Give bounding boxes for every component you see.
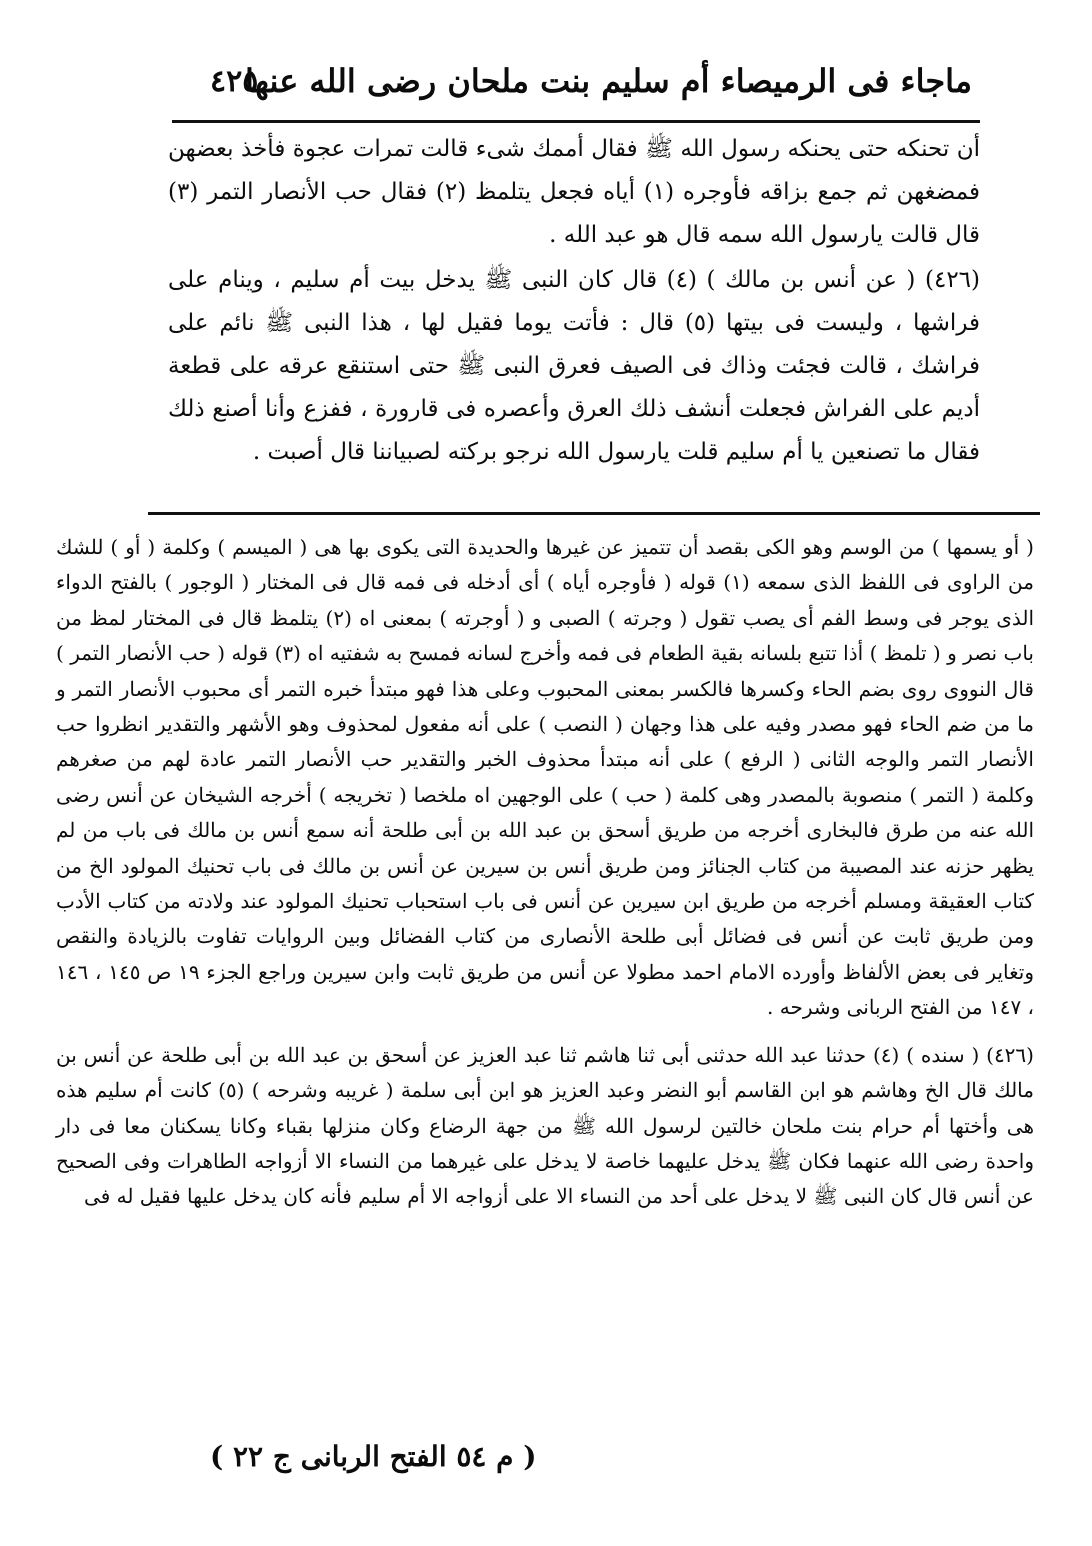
- page-number: ٤٢٥: [210, 64, 259, 99]
- header-divider: [172, 120, 980, 123]
- page-header: [170, 62, 972, 118]
- footnote-paragraph-sanad: (٤٢٦) ( سنده ) (٤) حدثنا عبد الله حدثنى أبى ثنا هاشم ثنا عبد العزيز عن أسحق بن عبد الله بن أبى طلحة عن أنس بن مالك قال الخ وهاشم هو ابن القاسم أبو النضر وعبد العزيز هو ابن أبى سلمة ( غريبه وشرحه ) (٥) كانت أم سليم هذه هى وأختها أم حرام بنت ملحان خالتين لرسول الله ﷺ من جهة الرضاع وكان منزلها بقباء وكانا يسكنان معا فى دار واحدة رضى الله عنهما فكان ﷺ يدخل عليهما خاصة لا يدخل على غيرهما من النساء الا أزواجه الطاهرات وفى الصحيح عن أنس قال كان النبى ﷺ لا يدخل على أحد من النساء الا على أزواجه الا أم سليم فأنه كان يدخل عليها فقيل له فى: [56, 1042, 1034, 1209]
- running-title: ماجاء فى الرميصاء أم سليم بنت ملحان رضى الله عنها: [245, 62, 972, 100]
- footnotes: [56, 530, 1034, 1215]
- printer-signature: ( م ٥٤ الفتح الربانى ج ٢٢ ): [210, 1440, 537, 1473]
- main-text: [168, 128, 980, 474]
- hadith-paragraph: (٤٢٦) ( عن أنس بن مالك ) (٤) قال كان النبى ﷺ يدخل بيت أم سليم ، وينام على فراشها ، وليست فى بيتها (٥) قال : فأتت يوما فقيل لها ، هذا النبى ﷺ نائم على فراشك ، قالت فجئت وذاك فى الصيف فعرق النبى ﷺ حتى استنقع عرقه على قطعة أديم على الفراش فجعلت أنشف ذلك العرق وأعصره فى قارورة ، ففزع وأنا أصنع ذلك فقال ما تصنعين يا أم سليم قلت يارسول الله نرجو بركته لصبياننا قال أصبت .: [168, 267, 981, 465]
- main-paragraph: أن تحنكه حتى يحنكه رسول الله ﷺ فقال أممك شىء قالت تمرات عجوة فأخذ بعضهن فمضغهن ثم جمع بزاقه فأوجره (١) أياه فجعل يتلمظ (٢) فقال حب الأنصار التمر (٣) قال قالت يارسول الله سمه قال هو عبد الله .: [168, 136, 981, 248]
- footnotes-divider: [148, 512, 1040, 515]
- footnote-paragraph: ( أو يسمها ) من الوسم وهو الكى بقصد أن تتميز عن غيرها والحديدة التى يكوى بها هى ( الميسم ) وكلمة ( أو ) للشك من الراوى فى اللفظ الذى سمعه (١) قوله ( فأوجره أياه ) أى أدخله فى فمه قال فى المختار ( الوجور ) بالفتح الدواء الذى يوجر فى وسط الفم أى يصب تقول ( وجرته ) الصبى و ( أوجرته ) بمعنى اه (٢) يتلمظ قال فى المختار لمظ من باب نصر و ( تلمظ ) أذا تتبع بلسانه بقية الطعام فى فمه وأخرج لسانه فمسح به شفتيه اه (٣) قوله ( حب الأنصار التمر ) قال النووى روى بضم الحاء وكسرها فالكسر بمعنى المحبوب وعلى هذا فهو مبتدأ خبره التمر أى محبوب الأنصار التمر و ما من ضم الحاء فهو مصدر وفيه على هذا وجهان ( النصب ) على أنه مفعول لمحذوف وهو الأشهر والتقدير انظروا حب الأنصار التمر والوجه الثانى ( الرفع ) على أنه مبتدأ محذوف الخبر والتقدير حب الأنصار التمر عادة لهم من صغرهم وكلمة ( التمر ) منصوبة بالمصدر وهى كلمة ( حب ) على الوجهين اه ملخصا ( تخريجه ) أخرجه الشيخان عن أنس رضى الله عنه من طرق فالبخارى أخرجه من طريق أسحق بن عبد الله بن أبى طلحة أنه سمع أنس بن مالك فى باب من لم يظهر حزنه عند المصيبة من كتاب الجنائز ومن طريق أنس بن سيرين عن أنس بن مالك فى باب تحنيك المولود الخ من كتاب العقيقة ومسلم أخرجه من طريق ابن سيرين عن أنس فى باب استحباب تحنيك المولود عند ولادته من كتاب الأدب ومن طريق ثابت عن أنس فى فضائل أبى طلحة الأنصارى من كتاب الفضائل وبين الروايات تفاوت بالزيادة والنقص وتغاير فى بعض الألفاظ وأورده الامام احمد مطولا عن أنس من طريق ثابت وابن سيرين وراجع الجزء ١٩ ص ١٤٥ ، ١٤٦ ، ١٤٧ من الفتح الربانى وشرحه .: [56, 535, 1035, 1020]
